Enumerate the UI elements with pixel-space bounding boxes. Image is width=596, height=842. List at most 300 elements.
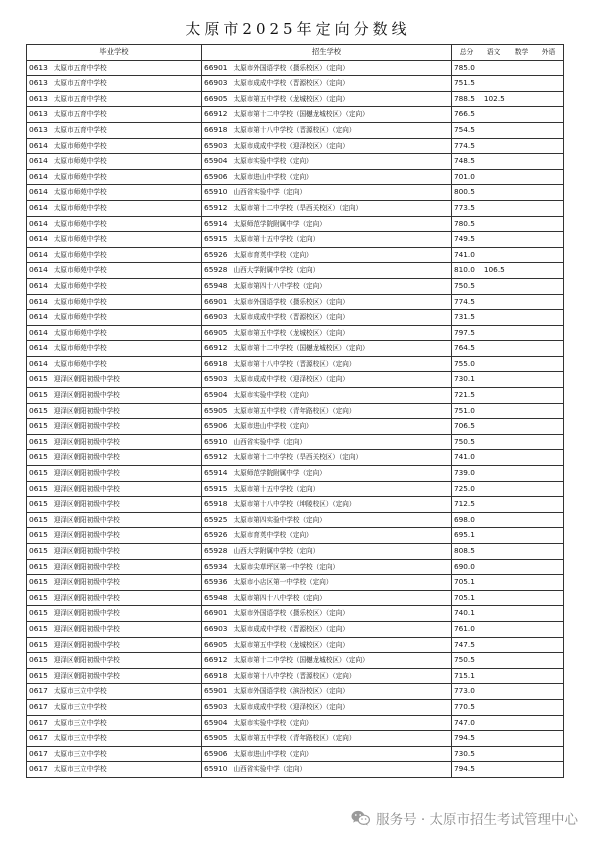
table-row: [27, 107, 564, 123]
enroll-school-name: 太原市实验中学校（定向）: [233, 157, 313, 166]
score-cell: [452, 684, 564, 700]
enroll-school-code: 65912: [204, 452, 228, 462]
grad-school-cell: [27, 185, 202, 201]
enroll-school-code: 65926: [204, 249, 228, 259]
grad-school-code: 0614: [29, 265, 48, 275]
enroll-school-code: 65928: [204, 265, 228, 275]
enroll-school-name: 太原市成成中学校（晋源校区）（定向）: [233, 624, 349, 633]
score-cell: [452, 699, 564, 715]
grad-school-cell: [27, 590, 202, 606]
total-score: 741.0: [454, 452, 475, 462]
total-score: 761.0: [454, 623, 475, 633]
enroll-school-name: 太原市育英中学校（定向）: [233, 531, 313, 540]
enroll-school-cell: [202, 310, 452, 326]
enroll-school-name: 太原师范学院附属中学（定向）: [233, 469, 326, 478]
grad-school-name: 迎泽区朝阳初级中学校: [53, 531, 120, 540]
table-row: [27, 232, 564, 248]
table-row: [27, 154, 564, 170]
score-cell: [452, 419, 564, 435]
score-cell: [452, 278, 564, 294]
grad-school-code: 0615: [29, 499, 48, 509]
score-cell: [452, 91, 564, 107]
score-cell: [452, 294, 564, 310]
enroll-school-cell: [202, 325, 452, 341]
grad-school-code: 0615: [29, 670, 48, 680]
total-score: 741.0: [454, 249, 475, 259]
grad-school-cell: [27, 621, 202, 637]
total-score: 731.5: [454, 312, 475, 322]
enroll-school-code: 65912: [204, 202, 228, 212]
table-row: [27, 169, 564, 185]
enroll-school-name: 太原市尖草坪区第一中学校（定向）: [233, 562, 340, 571]
score-cell: [452, 138, 564, 154]
grad-school-cell: [27, 450, 202, 466]
table-row: [27, 684, 564, 700]
grad-school-code: 0614: [29, 187, 48, 197]
enroll-school-code: 65901: [204, 686, 228, 696]
table-row: [27, 247, 564, 263]
enroll-school-code: 65948: [204, 280, 228, 290]
header-total: 总分: [459, 48, 474, 56]
enroll-school-name: 太原市第四十八中学校（定向）: [233, 593, 326, 602]
enroll-school-name: 太原市第十八中学校（晋源校区）（定向）: [233, 359, 356, 368]
grad-school-name: 迎泽区朝阳初级中学校: [53, 484, 120, 493]
grad-school-name: 迎泽区朝阳初级中学校: [53, 437, 120, 446]
grad-school-cell: [27, 232, 202, 248]
table-row: [27, 325, 564, 341]
enroll-school-name: 太原市第五中学校（青年路校区）（定向）: [233, 734, 356, 743]
grad-school-code: 0614: [29, 171, 48, 181]
grad-school-cell: [27, 434, 202, 450]
grad-school-cell: [27, 746, 202, 762]
total-score: 794.5: [454, 733, 475, 743]
table-row: [27, 122, 564, 138]
enroll-school-cell: [202, 263, 452, 279]
table-row: [27, 200, 564, 216]
grad-school-name: 太原市师苑中学校: [53, 281, 107, 290]
enroll-school-cell: [202, 278, 452, 294]
grad-school-cell: [27, 559, 202, 575]
grad-school-cell: [27, 325, 202, 341]
grad-school-cell: [27, 294, 202, 310]
enroll-school-code: 65914: [204, 218, 228, 228]
enroll-school-cell: [202, 684, 452, 700]
total-score: 705.1: [454, 592, 475, 602]
score-cell: [452, 372, 564, 388]
grad-school-cell: [27, 169, 202, 185]
table-row: [27, 762, 564, 778]
grad-school-code: 0615: [29, 608, 48, 618]
table-row: [27, 699, 564, 715]
total-score: 747.5: [454, 639, 475, 649]
total-score: 764.5: [454, 343, 475, 353]
enroll-school-name: 太原市成成中学校（迎泽校区）（定向）: [233, 375, 349, 384]
grad-school-name: 迎泽区朝阳初级中学校: [53, 515, 120, 524]
grad-school-name: 太原市师苑中学校: [53, 219, 107, 228]
enroll-school-name: 太原市第十二中学校（国樾龙城校区）（定向）: [233, 110, 369, 119]
enroll-school-name: 太原师范学院附属中学（定向）: [233, 219, 326, 228]
enroll-school-code: 65915: [204, 483, 228, 493]
enroll-school-name: 山西省实验中学（定向）: [233, 188, 307, 197]
enroll-school-name: 太原市第十五中学校（定向）: [233, 235, 320, 244]
grad-school-code: 0615: [29, 468, 48, 478]
grad-school-cell: [27, 762, 202, 778]
grad-school-name: 太原市五育中学校: [53, 79, 107, 88]
enroll-school-cell: [202, 450, 452, 466]
enroll-school-cell: [202, 606, 452, 622]
enroll-school-name: 太原市小店区第一中学校（定向）: [233, 578, 333, 587]
enroll-school-name: 太原市成成中学校（迎泽校区）（定向）: [233, 702, 349, 711]
grad-school-name: 太原市师苑中学校: [53, 313, 107, 322]
enroll-school-cell: [202, 637, 452, 653]
table-row: [27, 185, 564, 201]
table-row: [27, 341, 564, 357]
table-row: [27, 91, 564, 107]
total-score: 773.0: [454, 686, 475, 696]
table-row: [27, 715, 564, 731]
score-cell: [452, 356, 564, 372]
grad-school-cell: [27, 731, 202, 747]
table-row: [27, 450, 564, 466]
enroll-school-cell: [202, 559, 452, 575]
grad-school-code: 0614: [29, 140, 48, 150]
score-cell: [452, 450, 564, 466]
grad-school-cell: [27, 154, 202, 170]
enroll-school-code: 66901: [204, 62, 228, 72]
grad-school-code: 0613: [29, 78, 48, 88]
table-header-row: [27, 45, 564, 61]
score-cell: [452, 122, 564, 138]
enroll-school-name: 太原市第十八中学校（晋源校区）（定向）: [233, 125, 356, 134]
enroll-school-cell: [202, 341, 452, 357]
score-cell: [452, 731, 564, 747]
score-cell: [452, 590, 564, 606]
score-table: [26, 44, 564, 778]
enroll-school-cell: [202, 481, 452, 497]
enroll-school-name: 太原市第十二中学校（国樾龙城校区）（定向）: [233, 344, 369, 353]
score-cell: [452, 154, 564, 170]
enroll-school-cell: [202, 356, 452, 372]
score-cell: [452, 606, 564, 622]
grad-school-name: 迎泽区朝阳初级中学校: [53, 640, 120, 649]
grad-school-code: 0613: [29, 93, 48, 103]
score-cell: [452, 637, 564, 653]
score-cell: [452, 528, 564, 544]
enroll-school-cell: [202, 668, 452, 684]
enroll-school-code: 65904: [204, 156, 228, 166]
score-cell: [452, 169, 564, 185]
total-score: 751.0: [454, 405, 475, 415]
grad-school-cell: [27, 107, 202, 123]
grad-school-cell: [27, 575, 202, 591]
grad-school-code: 0614: [29, 343, 48, 353]
grad-school-name: 太原市三立中学校: [53, 749, 107, 758]
enroll-school-name: 太原市第十五中学校（定向）: [233, 484, 320, 493]
grad-school-code: 0614: [29, 234, 48, 244]
grad-school-name: 太原市三立中学校: [53, 718, 107, 727]
grad-school-code: 0614: [29, 249, 48, 259]
enroll-school-cell: [202, 575, 452, 591]
total-score: 725.0: [454, 483, 475, 493]
enroll-school-cell: [202, 122, 452, 138]
grad-school-code: 0617: [29, 686, 48, 696]
total-score: 701.0: [454, 171, 475, 181]
grad-school-cell: [27, 122, 202, 138]
total-score: 766.5: [454, 109, 475, 119]
table-row: [27, 731, 564, 747]
table-row: [27, 388, 564, 404]
enroll-school-cell: [202, 107, 452, 123]
total-score: 808.5: [454, 546, 475, 555]
grad-school-code: 0614: [29, 202, 48, 212]
score-cell: [452, 481, 564, 497]
table-row: [27, 263, 564, 279]
enroll-school-code: 65903: [204, 701, 228, 711]
score-cell: [452, 263, 564, 279]
total-score: 715.1: [454, 670, 475, 680]
grad-school-name: 太原市师苑中学校: [53, 328, 107, 337]
chinese-score: 102.5: [483, 93, 505, 103]
grad-school-cell: [27, 356, 202, 372]
score-cell: [452, 653, 564, 669]
table-row: [27, 559, 564, 575]
grad-school-name: 太原市三立中学校: [53, 765, 107, 774]
grad-school-code: 0615: [29, 405, 48, 415]
grad-school-cell: [27, 653, 202, 669]
total-score: 810.0: [454, 265, 475, 275]
grad-school-name: 太原市师苑中学校: [53, 250, 107, 259]
score-cell: [452, 232, 564, 248]
enroll-school-name: 太原市实验中学校（定向）: [233, 718, 313, 727]
grad-school-name: 太原市五育中学校: [53, 63, 107, 72]
enroll-school-name: 太原市第十二中学校（旱西关校区）（定向）: [233, 203, 363, 212]
total-score: 794.5: [454, 764, 475, 774]
grad-school-cell: [27, 310, 202, 326]
table-row: [27, 668, 564, 684]
table-row: [27, 528, 564, 544]
table-row: [27, 575, 564, 591]
grad-school-name: 迎泽区朝阳初级中学校: [53, 624, 120, 633]
enroll-school-code: 65918: [204, 499, 228, 509]
enroll-school-code: 65903: [204, 140, 228, 150]
grad-school-cell: [27, 528, 202, 544]
enroll-school-code: 66903: [204, 78, 228, 88]
grad-school-code: 0614: [29, 358, 48, 368]
score-cell: [452, 575, 564, 591]
header-grad-school: 毕业学校: [27, 45, 202, 61]
table-row: [27, 746, 564, 762]
watermark-text: 服务号 · 太原市招生考试管理中心: [376, 812, 578, 828]
total-score: 739.0: [454, 468, 475, 478]
enroll-school-code: 66903: [204, 623, 228, 633]
enroll-school-cell: [202, 154, 452, 170]
enroll-school-code: 65910: [204, 764, 228, 774]
table-row: [27, 356, 564, 372]
grad-school-cell: [27, 403, 202, 419]
enroll-school-code: 66905: [204, 327, 228, 337]
grad-school-cell: [27, 481, 202, 497]
grad-school-name: 太原市师苑中学校: [53, 359, 107, 368]
grad-school-cell: [27, 60, 202, 76]
score-cell: [452, 559, 564, 575]
grad-school-name: 太原市师苑中学校: [53, 188, 107, 197]
enroll-school-cell: [202, 512, 452, 528]
total-score: 730.5: [454, 748, 475, 758]
grad-school-name: 太原市师苑中学校: [53, 344, 107, 353]
enroll-school-code: 66901: [204, 608, 228, 618]
grad-school-name: 迎泽区朝阳初级中学校: [53, 469, 120, 478]
grad-school-name: 太原市师苑中学校: [53, 172, 107, 181]
grad-school-code: 0615: [29, 577, 48, 587]
grad-school-code: 0614: [29, 218, 48, 228]
grad-school-cell: [27, 138, 202, 154]
score-cell: [452, 76, 564, 92]
grad-school-cell: [27, 91, 202, 107]
table-row: [27, 60, 564, 76]
enroll-school-code: 66905: [204, 639, 228, 649]
enroll-school-name: 山西大学附属中学校（定向）: [233, 266, 320, 275]
table-row: [27, 637, 564, 653]
enroll-school-cell: [202, 762, 452, 778]
enroll-school-name: 太原市进山中学校（定向）: [233, 749, 313, 758]
enroll-school-name: 太原市进山中学校（定向）: [233, 422, 313, 431]
total-score: 695.1: [454, 530, 475, 540]
grad-school-name: 迎泽区朝阳初级中学校: [53, 547, 120, 555]
grad-school-code: 0615: [29, 390, 48, 400]
total-score: 750.5: [454, 655, 475, 665]
total-score: 706.5: [454, 421, 475, 431]
enroll-school-code: 65925: [204, 514, 228, 524]
total-score: 774.5: [454, 140, 475, 150]
grad-school-name: 太原市三立中学校: [53, 687, 107, 696]
total-score: 748.5: [454, 156, 475, 166]
grad-school-code: 0614: [29, 296, 48, 306]
total-score: 780.5: [454, 218, 475, 228]
grad-school-name: 迎泽区朝阳初级中学校: [53, 422, 120, 431]
score-cell: [452, 668, 564, 684]
grad-school-name: 迎泽区朝阳初级中学校: [53, 406, 120, 415]
enroll-school-code: 65914: [204, 468, 228, 478]
grad-school-code: 0615: [29, 623, 48, 633]
enroll-school-name: 太原市外国语学校（摄乐校区）（定向）: [233, 609, 349, 618]
grad-school-cell: [27, 200, 202, 216]
enroll-school-cell: [202, 232, 452, 248]
grad-school-name: 迎泽区朝阳初级中学校: [53, 578, 120, 587]
enroll-school-cell: [202, 294, 452, 310]
enroll-school-code: 66912: [204, 655, 228, 665]
enroll-school-cell: [202, 621, 452, 637]
table-row: [27, 653, 564, 669]
total-score: 773.5: [454, 202, 475, 212]
grad-school-cell: [27, 263, 202, 279]
enroll-school-cell: [202, 528, 452, 544]
score-cell: [452, 216, 564, 232]
total-score: 712.5: [454, 499, 475, 509]
grad-school-name: 迎泽区朝阳初级中学校: [53, 671, 120, 680]
enroll-school-cell: [202, 185, 452, 201]
grad-school-code: 0615: [29, 374, 48, 384]
grad-school-code: 0614: [29, 327, 48, 337]
score-cell: [452, 466, 564, 482]
grad-school-code: 0613: [29, 109, 48, 119]
enroll-school-name: 太原市第五中学校（龙城校区）（定向）: [233, 328, 349, 337]
total-score: 690.0: [454, 561, 475, 571]
wechat-icon: [351, 810, 370, 826]
enroll-school-cell: [202, 247, 452, 263]
grad-school-name: 迎泽区朝阳初级中学校: [53, 593, 120, 602]
enroll-school-code: 65910: [204, 436, 228, 446]
score-cell: [452, 621, 564, 637]
enroll-school-cell: [202, 419, 452, 435]
table-row: [27, 278, 564, 294]
score-cell: [452, 746, 564, 762]
total-score: 800.5: [454, 187, 475, 197]
total-score: 785.0: [454, 62, 475, 72]
total-score: 747.0: [454, 717, 475, 727]
table-row: [27, 76, 564, 92]
score-cell: [452, 512, 564, 528]
grad-school-name: 太原市三立中学校: [53, 734, 107, 743]
total-score: 755.0: [454, 358, 475, 368]
score-cell: [452, 310, 564, 326]
grad-school-cell: [27, 606, 202, 622]
grad-school-code: 0614: [29, 280, 48, 290]
enroll-school-cell: [202, 590, 452, 606]
grad-school-code: 0615: [29, 452, 48, 462]
grad-school-code: 0615: [29, 421, 48, 431]
enroll-school-name: 太原市成成中学校（晋源校区）（定向）: [233, 79, 349, 88]
enroll-school-name: 太原市第四十八中学校（定向）: [233, 281, 326, 290]
table-row: [27, 621, 564, 637]
header-math: 数学: [514, 48, 529, 56]
grad-school-code: 0614: [29, 312, 48, 322]
grad-school-name: 太原市五育中学校: [53, 110, 107, 119]
enroll-school-name: 太原市外国语学校（摄乐校区）（定向）: [233, 63, 349, 72]
grad-school-cell: [27, 715, 202, 731]
grad-school-cell: [27, 684, 202, 700]
enroll-school-code: 66901: [204, 296, 228, 306]
total-score: 788.5: [454, 93, 475, 103]
enroll-school-name: 太原市进山中学校（定向）: [233, 172, 313, 181]
score-cell: [452, 200, 564, 216]
table-row: [27, 606, 564, 622]
score-cell: [452, 762, 564, 778]
enroll-school-cell: [202, 138, 452, 154]
enroll-school-code: 66918: [204, 124, 228, 134]
grad-school-code: 0615: [29, 561, 48, 571]
score-cell: [452, 403, 564, 419]
enroll-school-code: 65905: [204, 733, 228, 743]
total-score: 698.0: [454, 514, 475, 524]
total-score: 740.1: [454, 608, 475, 618]
enroll-school-code: 65905: [204, 405, 228, 415]
enroll-school-cell: [202, 497, 452, 513]
enroll-school-code: 66918: [204, 670, 228, 680]
table-row: [27, 310, 564, 326]
grad-school-code: 0615: [29, 546, 48, 555]
table-row: [27, 481, 564, 497]
enroll-school-cell: [202, 200, 452, 216]
table-row: [27, 590, 564, 606]
grad-school-name: 迎泽区朝阳初级中学校: [53, 453, 120, 462]
enroll-school-name: 太原市实验中学校（定向）: [233, 391, 313, 400]
grad-school-name: 太原市师苑中学校: [53, 141, 107, 150]
enroll-school-cell: [202, 715, 452, 731]
grad-school-name: 迎泽区朝阳初级中学校: [53, 391, 120, 400]
table-row: [27, 138, 564, 154]
table-row: [27, 294, 564, 310]
score-cell: [452, 107, 564, 123]
